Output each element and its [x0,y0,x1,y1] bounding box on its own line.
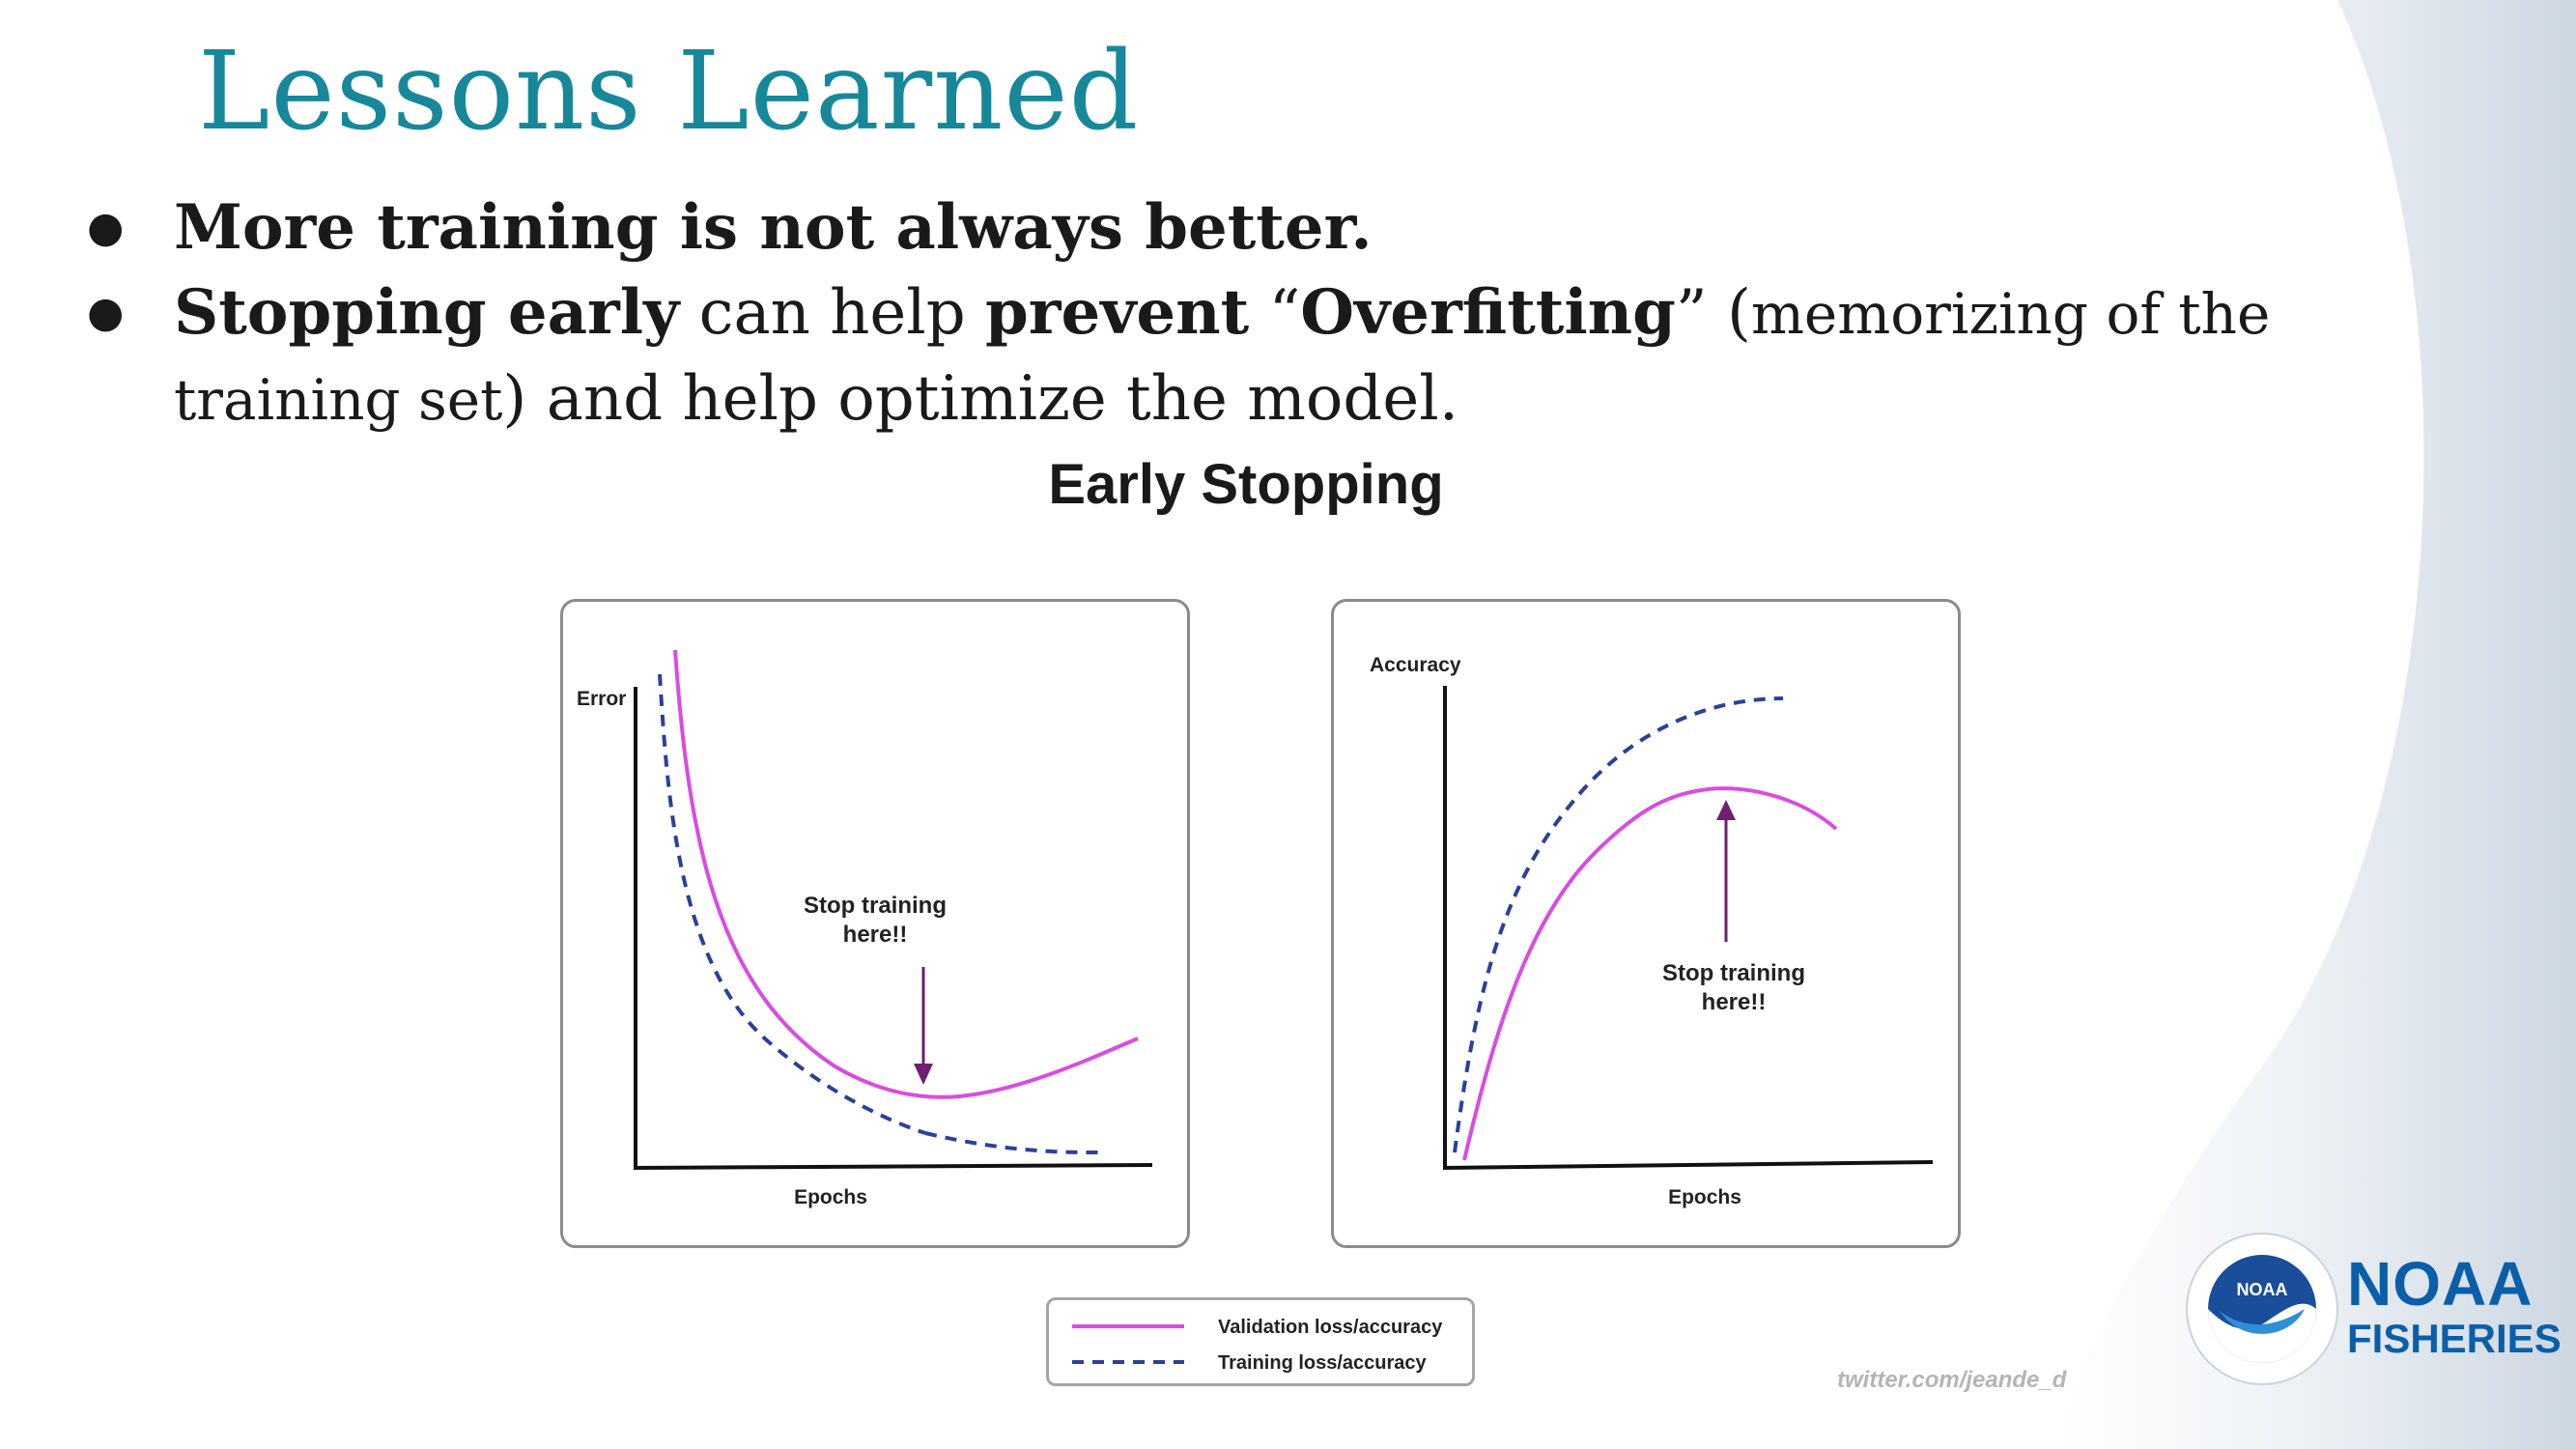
bullet-segment: Overfitting [1300,276,1676,349]
error-training-curve-tail [925,1133,1099,1152]
logo-line1: NOAA [2347,1249,2534,1319]
error-x-label: Epochs [794,1186,867,1208]
error-x-axis [634,1165,1152,1168]
bullet-dot-icon: ● [87,288,125,337]
bullet-segment: memorizing of the training set [174,281,2271,433]
bullet-segment: Stopping early [174,276,680,349]
bullet-text: More training is not always better. [174,191,1373,264]
bullet-segment: prevent [985,276,1250,349]
bullet-segment: “ [1249,277,1301,349]
diagram-legend [1046,1297,1475,1386]
bullet-segment: ) and help optimize the model. [502,363,1459,435]
logo-wordmark [2347,1249,2562,1361]
slide-title: Lessons Learned [198,29,1140,155]
accuracy-annotation-line2: here!! [1701,989,1767,1015]
error-annotation-line1: Stop training [804,893,947,919]
accuracy-stop-arrow-head-icon [1716,800,1736,820]
accuracy-x-axis [1443,1162,1933,1168]
noaa-fisheries-logo [2185,1232,2562,1386]
error-annotation-line2: here!! [842,922,908,948]
bullet-dot-icon: ● [87,203,125,252]
diagram-title: Early Stopping [1048,453,1444,516]
bullet-item [87,270,2502,442]
bullet-segment: ” ( [1675,277,1751,349]
accuracy-training-curve [1455,698,1783,1152]
noaa-seal-icon [2185,1232,2339,1386]
image-credit: twitter.com/jeande_d [1837,1367,2067,1393]
legend-training-label: Training loss/accuracy [1218,1352,1427,1374]
bullet-segment: can help [679,277,986,349]
bullet-list [87,185,2502,442]
bullet-item [87,185,2502,270]
logo-line2: FISHERIES [2347,1316,2562,1361]
error-validation-curve [675,650,1138,1097]
error-stop-arrow-head-icon [914,1064,933,1085]
error-panel [560,599,1190,1248]
logo-seal-text: NOAA [2236,1280,2288,1299]
error-y-label: Error [577,688,627,710]
accuracy-annotation-line1: Stop training [1662,960,1805,986]
legend-validation-label: Validation loss/accuracy [1218,1317,1443,1338]
accuracy-panel [1331,599,1961,1248]
accuracy-y-label: Accuracy [1370,654,1461,676]
accuracy-x-label: Epochs [1668,1186,1741,1208]
